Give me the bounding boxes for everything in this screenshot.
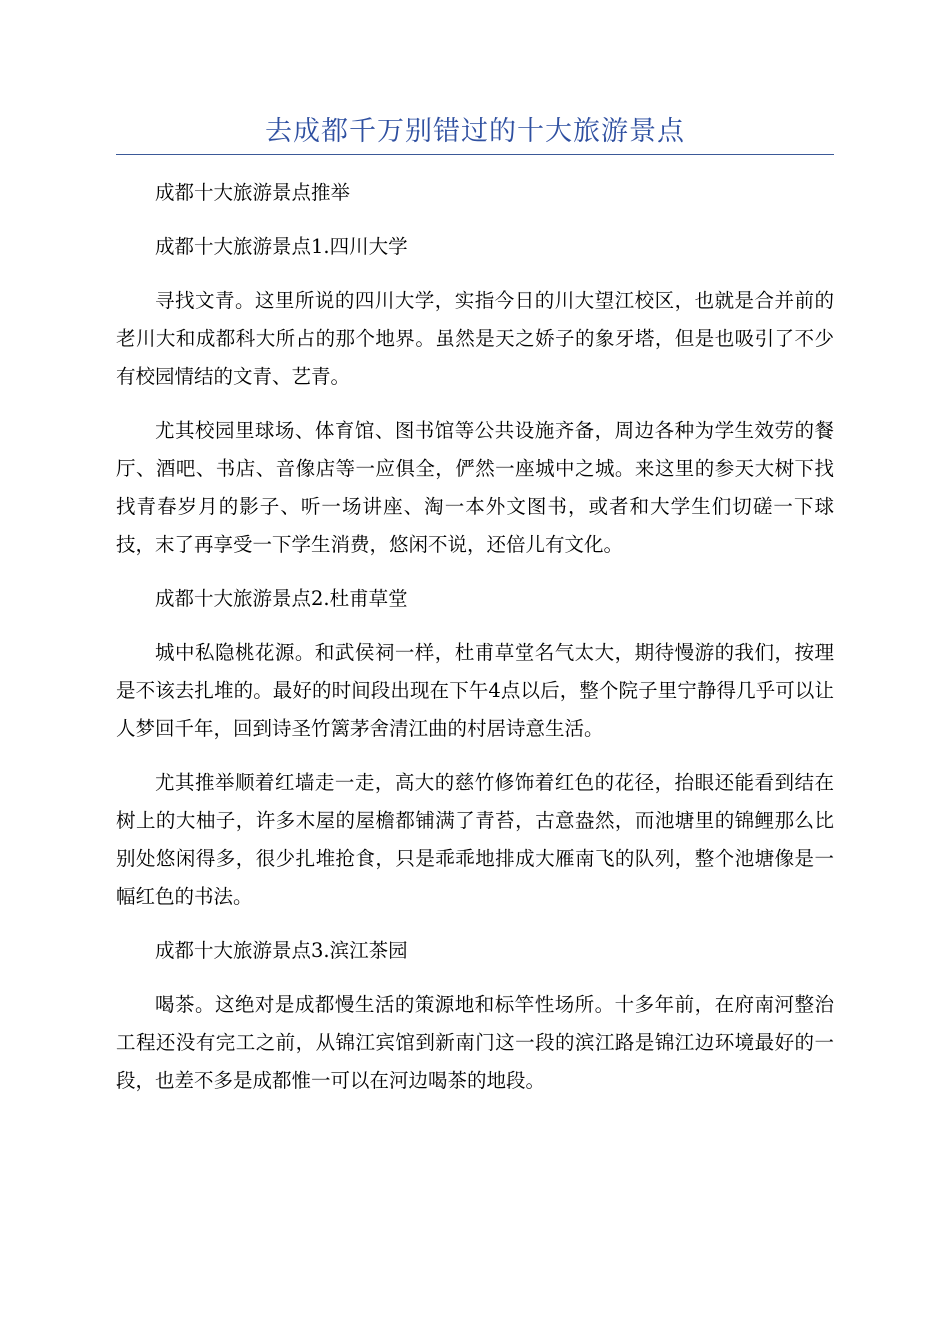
body-paragraph: 寻找文青。这里所说的四川大学，实指今日的川大望江校区，也就是合并前的老川大和成都科大所占的那个地界。虽然是天之娇子的象牙塔，但是也吸引了不少有校园情结的文青、艺青。 — [116, 289, 834, 388]
body-paragraph: 尤其推举顺着红墙走一走，高大的慈竹修饰着红色的花径，抬眼还能看到结在树上的大柚子，许多木屋的屋檐都铺满了青苔，古意盎然，而池塘里的锦鲤那么比别处悠闲得多，很少扎堆抢食，只是乖乖地排成大雁南飞的队列，整个池塘像是一幅红色的书法。 — [116, 771, 834, 908]
body-paragraph: 城中私隐桃花源。和武侯祠一样，杜甫草堂名气太大，期待慢游的我们，按理是不该去扎堆的。最好的时间段出现在下午4点以后，整个院子里宁静得几乎可以让人梦回千年，回到诗圣竹篱茅舍清江曲的村居诗意生活。 — [116, 641, 834, 740]
section-heading: 成都十大旅游景点2.杜甫草堂 — [155, 587, 408, 610]
body-paragraph: 尤其校园里球场、体育馆、图书馆等公共设施齐备，周边各种为学生效劳的餐厅、酒吧、书店、音像店等一应俱全，俨然一座城中之城。来这里的参天大树下找找青春岁月的影子、听一场讲座、淘一本外文图书，或者和大学生们切磋一下球技，末了再享受一下学生消费，悠闲不说，还倍儿有文化。 — [116, 419, 834, 556]
body-paragraph: 喝茶。这绝对是成都慢生活的策源地和标竿性场所。十多年前，在府南河整治工程还没有完工之前，从锦江宾馆到新南门这一段的滨江路是锦江边环境最好的一段，也差不多是成都惟一可以在河边喝茶的地段。 — [116, 993, 834, 1092]
section-heading: 成都十大旅游景点3.滨江茶园 — [155, 939, 408, 962]
section-heading: 成都十大旅游景点1.四川大学 — [155, 235, 408, 258]
document-title: 去成都千万别错过的十大旅游景点 — [265, 116, 685, 147]
section-heading: 成都十大旅游景点推举 — [155, 181, 351, 204]
document-body — [116, 174, 834, 1116]
title-underline — [116, 154, 834, 155]
